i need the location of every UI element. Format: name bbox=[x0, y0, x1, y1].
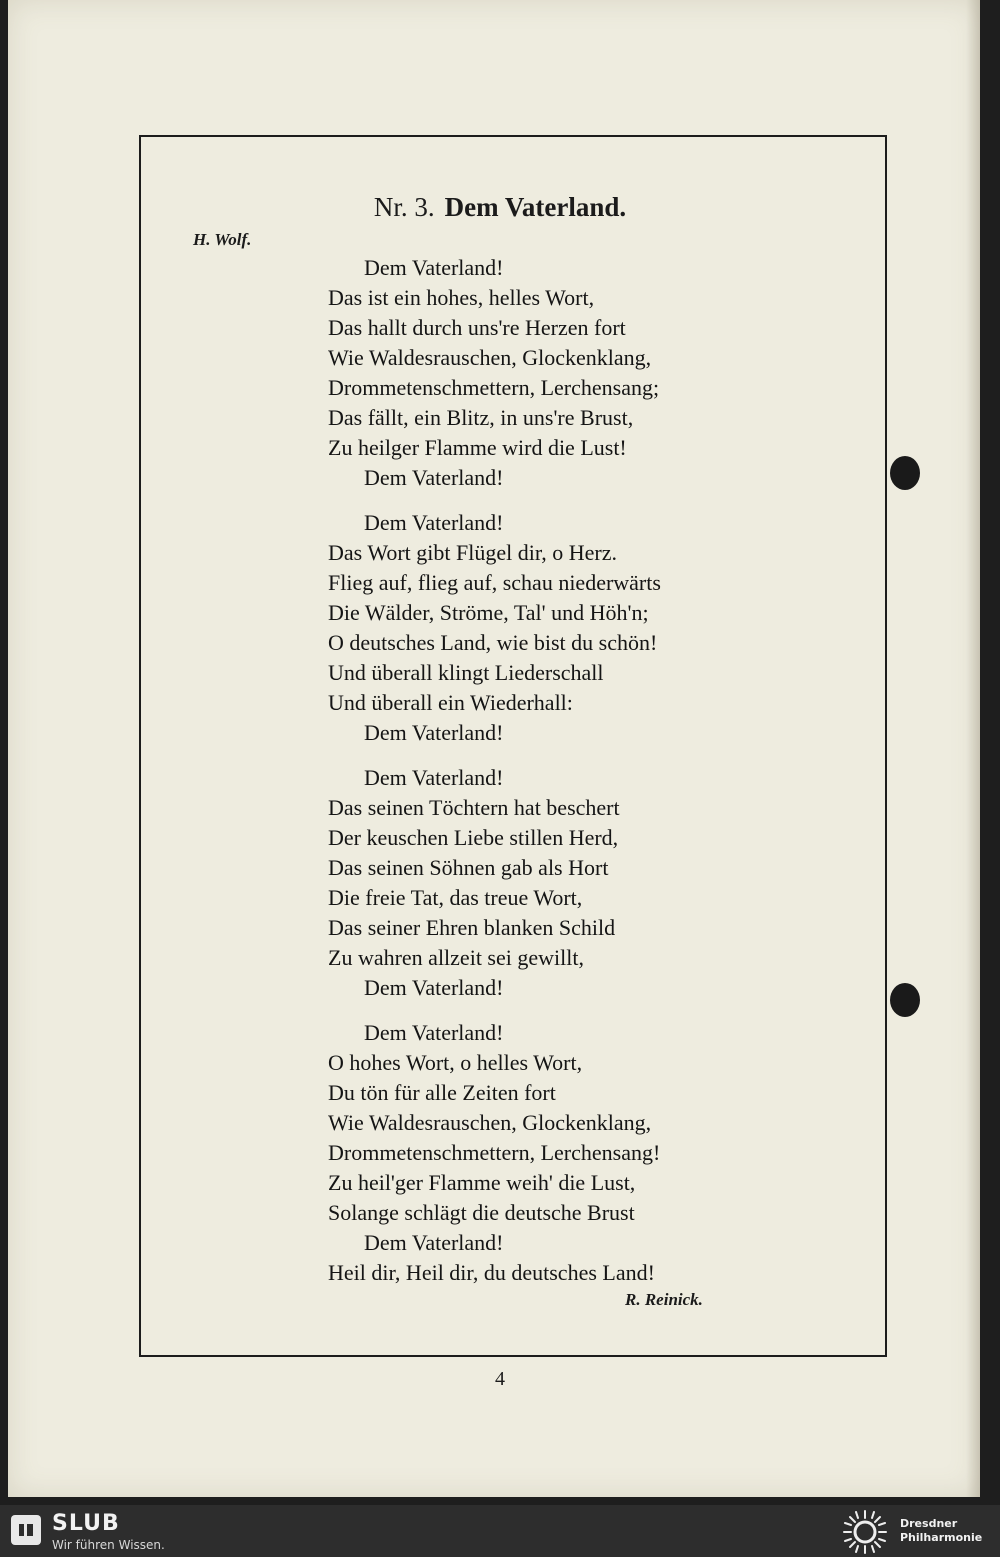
author-name: R. Reinick. bbox=[625, 1290, 703, 1309]
poem-line: Zu heilger Flamme wird die Lust! bbox=[328, 435, 627, 460]
poem-line: Solange schlägt die deutsche Brust bbox=[328, 1200, 635, 1225]
poem-line: Wie Waldesrauschen, Glockenklang, bbox=[328, 1110, 652, 1135]
song-title bbox=[0, 192, 1000, 223]
poem-line: Die freie Tat, das treue Wort, bbox=[328, 885, 583, 910]
poem-line: Und überall klingt Liederschall bbox=[328, 660, 604, 685]
poem-line: Drommetenschmettern, Lerchensang! bbox=[328, 1140, 661, 1165]
poem-line: Das Wort gibt Flügel dir, o Herz. bbox=[328, 540, 618, 565]
library-slogan: Wir führen Wissen. bbox=[52, 1538, 165, 1552]
poem-line: Dem Vaterland! bbox=[364, 765, 504, 790]
partner-name[interactable] bbox=[900, 1517, 996, 1545]
poem-line: Das seinen Söhnen gab als Hort bbox=[328, 855, 609, 880]
poem-line: Zu wahren allzeit sei gewillt, bbox=[328, 945, 584, 970]
poem-line: Dem Vaterland! bbox=[364, 510, 504, 535]
poem-line: Dem Vaterland! bbox=[364, 1230, 504, 1255]
poem-line: Wie Waldesrauschen, Glockenklang, bbox=[328, 345, 652, 370]
poem-line: Dem Vaterland! bbox=[364, 1020, 504, 1045]
footer-bar bbox=[0, 1505, 1000, 1557]
stanza bbox=[328, 508, 888, 748]
poem-line: Das seiner Ehren blanken Schild bbox=[328, 915, 616, 940]
song-name: Dem Vaterland. bbox=[444, 192, 627, 222]
poem-line: Zu heil'ger Flamme weih' die Lust, bbox=[328, 1170, 636, 1195]
philharmonie-sun-logo-icon[interactable] bbox=[842, 1509, 888, 1555]
poem-line: Das ist ein hohes, helles Wort, bbox=[328, 285, 595, 310]
slub-logo-icon[interactable] bbox=[10, 1514, 42, 1546]
partner-name-line2: Philharmonie bbox=[900, 1531, 983, 1544]
stanza bbox=[328, 253, 888, 493]
poem-line: Drommetenschmettern, Lerchensang; bbox=[328, 375, 660, 400]
punch-hole-bottom bbox=[890, 983, 920, 1017]
partner-name-line1: Dresdner bbox=[900, 1517, 958, 1530]
poem-line: Dem Vaterland! bbox=[364, 720, 504, 745]
stanza bbox=[328, 1018, 888, 1288]
page-number: 4 bbox=[495, 1368, 505, 1390]
poem-line: Das hallt durch uns're Herzen fort bbox=[328, 315, 626, 340]
poem-text bbox=[328, 253, 888, 1303]
poem-line: Und überall ein Wiederhall: bbox=[328, 690, 573, 715]
poem-line: Flieg auf, flieg auf, schau niederwärts bbox=[328, 570, 661, 595]
poem-line: Heil dir, Heil dir, du deutsches Land! bbox=[328, 1260, 655, 1285]
poem-line: Das seinen Töchtern hat beschert bbox=[328, 795, 620, 820]
library-name[interactable]: SLUB bbox=[52, 1511, 120, 1536]
poem-line: Das fällt, ein Blitz, in uns're Brust, bbox=[328, 405, 634, 430]
poem-line: Dem Vaterland! bbox=[364, 465, 504, 490]
composer-name: H. Wolf. bbox=[193, 230, 252, 249]
punch-hole-top bbox=[890, 456, 920, 490]
poem-line: O hohes Wort, o helles Wort, bbox=[328, 1050, 583, 1075]
poem-line: Dem Vaterland! bbox=[364, 975, 504, 1000]
stanza bbox=[328, 763, 888, 1003]
poem-line: O deutsches Land, wie bist du schön! bbox=[328, 630, 658, 655]
poem-line: Der keuschen Liebe stillen Herd, bbox=[328, 825, 619, 850]
poem-line: Du tön für alle Zeiten fort bbox=[328, 1080, 556, 1105]
poem-line: Dem Vaterland! bbox=[364, 255, 504, 280]
poem-line: Die Wälder, Ströme, Tal' und Höh'n; bbox=[328, 600, 649, 625]
song-number: Nr. 3. bbox=[373, 192, 435, 222]
